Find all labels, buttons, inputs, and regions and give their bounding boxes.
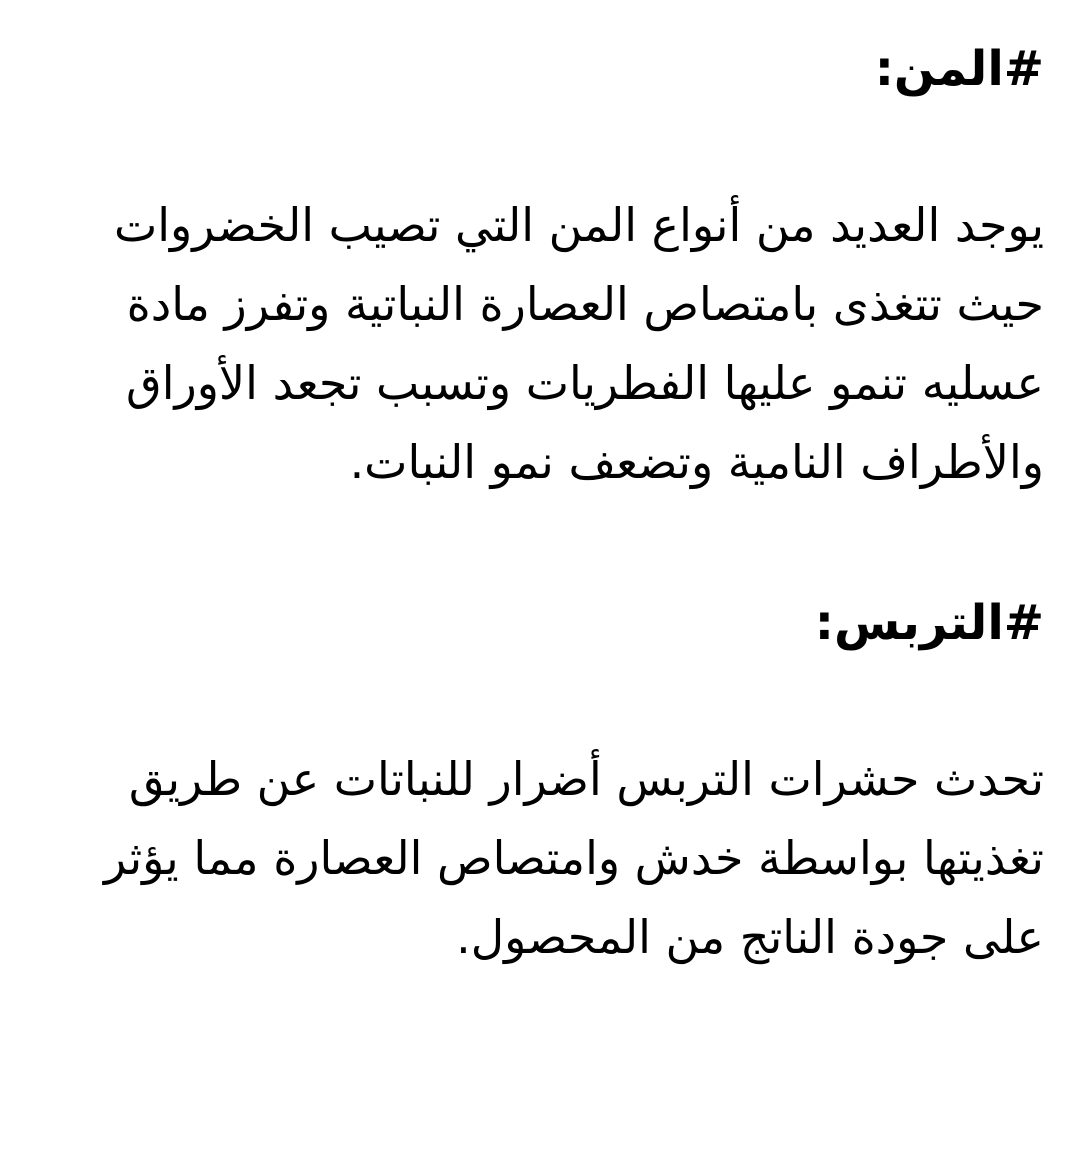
section-heading-thrips: #التربس: <box>814 595 1044 651</box>
section-body-thrips: تحدث حشرات التربس أضرار للنباتات عن طريق تغذيتها بواسطة خدش وامتصاص العصارة مما يؤثر على جودة الناتج من المحصول. <box>103 752 1044 964</box>
section-body-aphids: يوجد العديد من أنواع المن التي تصيب الخضروات حيث تتغذى بامتصاص العصارة النباتية وتفرز مادة عسليه تنمو عليها الفطريات وتسبب تجعد الأوراق والأطراف النامية وتضعف نمو النبات. <box>113 198 1044 489</box>
section-aphids <box>40 30 1044 502</box>
section-thrips <box>40 584 1044 977</box>
section-heading-aphids: #المن: <box>874 41 1044 97</box>
